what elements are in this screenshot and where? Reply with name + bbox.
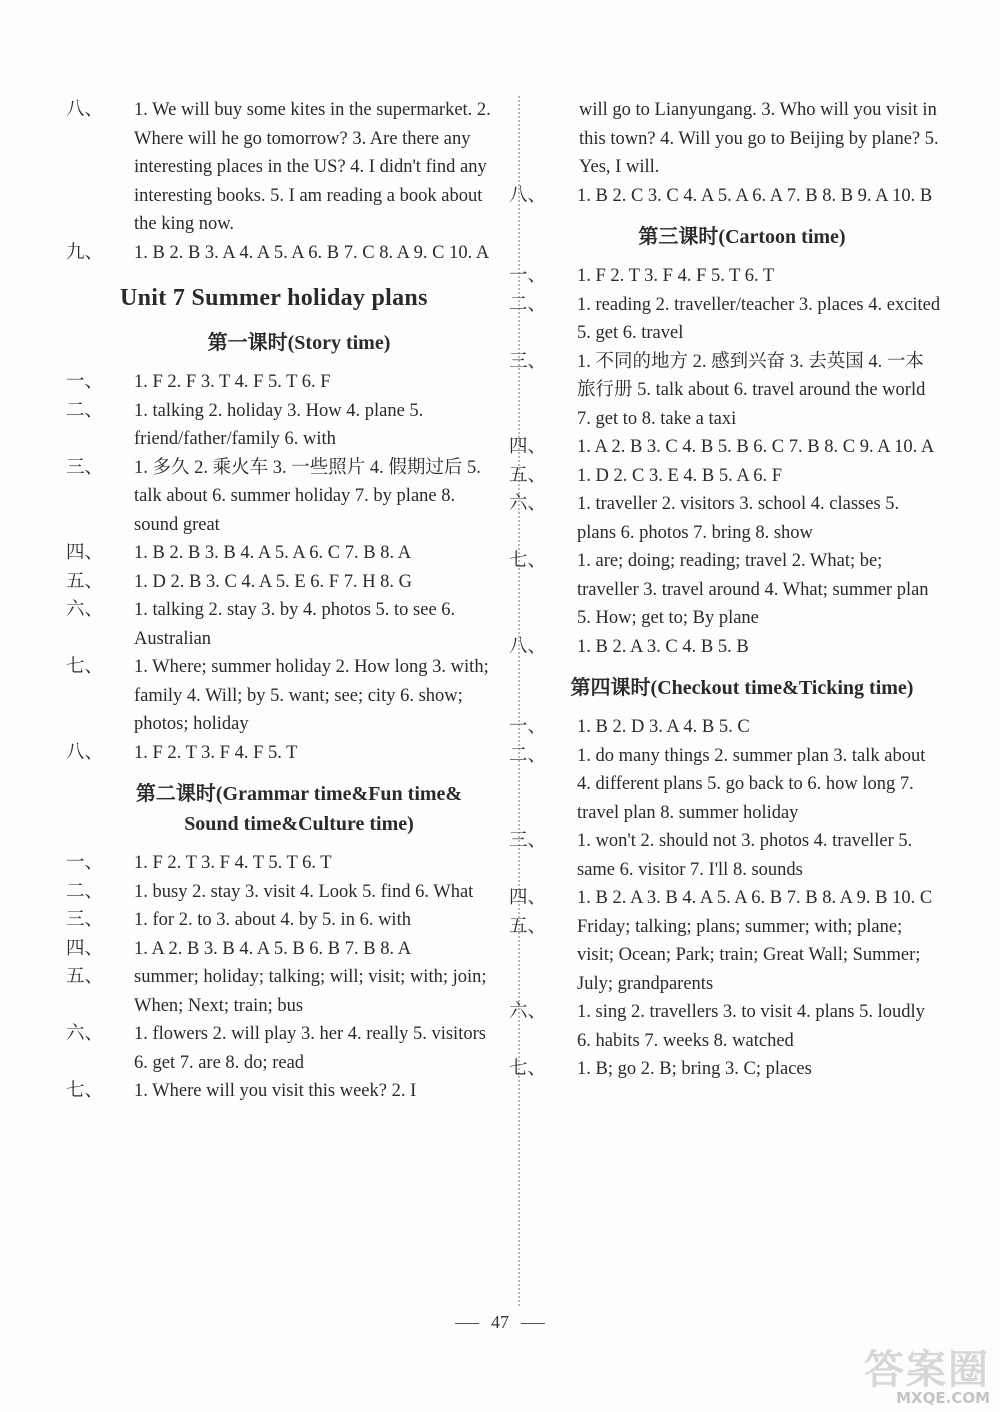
answer-item: 八、 1. F 2. T 3. F 4. F 5. T bbox=[66, 742, 298, 763]
lesson2-answers bbox=[66, 849, 498, 1106]
left-column bbox=[66, 96, 498, 1106]
answer-item: 二、 1. busy 2. stay 3. visit 4. Look 5. find 6. What bbox=[66, 881, 474, 902]
answer-item: 一、 1. F 2. F 3. T 4. F 5. T 6. F bbox=[66, 372, 331, 392]
lesson-title: 第四课时(Checkout time&Ticking time) bbox=[570, 677, 914, 699]
answer-item: 二、 1. reading 2. traveller/teacher 3. places 4. excited 5. get 6. travel bbox=[509, 294, 941, 343]
answer-item: 八、 1. We will buy some kites in the supermarket. 2. Where will he go tomorrow? 3. Are there any interesting places in the US? 4. I didn't find any interesting books. 5. I am reading a book about the king now. bbox=[66, 100, 491, 234]
answer-item: 四、 1. A 2. B 3. B 4. A 5. B 6. B 7. B 8. A bbox=[66, 938, 412, 959]
answer-item: 三、 1. 不同的地方 2. 感到兴奋 3. 去英国 4. 一本旅行册 5. talk about 6. travel around the world 7. get to 8. take a taxi bbox=[509, 351, 926, 429]
answer-item: 一、 1. F 2. T 3. F 4. F 5. T 6. T bbox=[509, 266, 775, 286]
lesson4-answers bbox=[509, 713, 941, 1084]
answer-item: 八、 1. B 2. A 3. C 4. B 5. B bbox=[509, 636, 749, 657]
answer-item: 七、 1. are; doing; reading; travel 2. What; be; traveller 3. travel around 4. What; summer plan 5. How; get to; By plane bbox=[509, 551, 929, 628]
answer-item: 八、 1. B 2. C 3. C 4. A 5. A 6. A 7. B 8. B 9. A 10. B bbox=[509, 185, 933, 206]
unit-title: Unit 7 Summer holiday plans bbox=[120, 285, 428, 311]
continued-answer: will go to Lianyungang. 3. Who will you visit in this town? 4. Will you go to Beijing by plane? 5. Yes, I will. bbox=[579, 100, 939, 177]
answer-item: 六、 1. talking 2. stay 3. by 4. photos 5. to see 6. Australian bbox=[66, 600, 456, 649]
answer-item: 三、 1. won't 2. should not 3. photos 4. traveller 5. same 6. visitor 7. I'll 8. sounds bbox=[509, 831, 913, 880]
answer-item: 三、 1. for 2. to 3. about 4. by 5. in 6. with bbox=[66, 910, 411, 930]
answer-item: 五、 summer; holiday; talking; will; visit; with; join; When; Next; train; bus bbox=[66, 967, 487, 1016]
answer-item: 一、 1. B 2. D 3. A 4. B 5. C bbox=[509, 717, 750, 737]
answer-item: 七、 1. Where; summer holiday 2. How long 3. with; family 4. Will; by 5. want; see; city 6. show; photos; holiday bbox=[66, 657, 489, 734]
lesson-title: 第三课时(Cartoon time) bbox=[638, 226, 846, 248]
answer-item: 六、 1. sing 2. travellers 3. to visit 4. plans 5. loudly 6. habits 7. weeks 8. watched bbox=[509, 1002, 925, 1051]
watermark-logo: 答案圈 bbox=[864, 1347, 990, 1393]
watermark bbox=[840, 1338, 990, 1408]
answer-item: 六、 1. flowers 2. will play 3. her 4. really 5. visitors 6. get 7. are 8. do; read bbox=[66, 1024, 486, 1073]
lesson-title: 第二课时(Grammar time&Fun time& Sound time&Culture time) bbox=[135, 783, 463, 835]
answer-item: 四、 1. A 2. B 3. C 4. B 5. B 6. C 7. B 8. C 9. A 10. A bbox=[509, 437, 935, 457]
answer-item: 五、 1. D 2. B 3. C 4. A 5. E 6. F 7. H 8. G bbox=[66, 571, 413, 592]
answer-item: 七、 1. B; go 2. B; bring 3. C; places bbox=[509, 1059, 812, 1079]
answer-item: 一、 1. F 2. T 3. F 4. T 5. T 6. T bbox=[66, 853, 332, 873]
answer-item: 三、 1. 多久 2. 乘火车 3. 一些照片 4. 假期过后 5. talk about 6. summer holiday 7. by plane 8. sound great bbox=[66, 457, 481, 535]
right-column bbox=[509, 96, 941, 1084]
answer-item: 六、 1. traveller 2. visitors 3. school 4. classes 5. plans 6. photos 7. bring 8. show bbox=[509, 494, 900, 543]
answer-item: 四、 1. B 2. A 3. B 4. A 5. A 6. B 7. B 8. A 9. B 10. C bbox=[509, 888, 933, 908]
answer-item: 四、 1. B 2. B 3. B 4. A 5. A 6. C 7. B 8. A bbox=[66, 543, 412, 563]
left-block1 bbox=[66, 96, 498, 267]
answer-item: 二、 1. talking 2. holiday 3. How 4. plane 5. friend/father/family 6. with bbox=[66, 400, 424, 449]
watermark-url: MXQE.COM bbox=[896, 1389, 990, 1407]
lesson3-answers bbox=[509, 262, 941, 661]
answer-item: 二、 1. do many things 2. summer plan 3. talk about 4. different plans 5. go back to 6. how long 7. travel plan 8. summer holiday bbox=[509, 745, 926, 823]
answer-item: 五、 Friday; talking; plans; summer; with; plane; visit; Ocean; Park; train; Great Wall; Summer; July; grandparents bbox=[509, 916, 921, 994]
answer-item: 九、 1. B 2. B 3. A 4. A 5. A 6. B 7. C 8. A 9. C 10. A bbox=[66, 242, 490, 263]
lesson1-answers bbox=[66, 368, 498, 767]
page-number: 47 bbox=[0, 1312, 1000, 1333]
answer-item: 五、 1. D 2. C 3. E 4. B 5. A 6. F bbox=[509, 465, 783, 486]
answer-item: 七、 1. Where will you visit this week? 2. I bbox=[66, 1081, 417, 1101]
lesson-title: 第一课时(Story time) bbox=[207, 332, 391, 354]
